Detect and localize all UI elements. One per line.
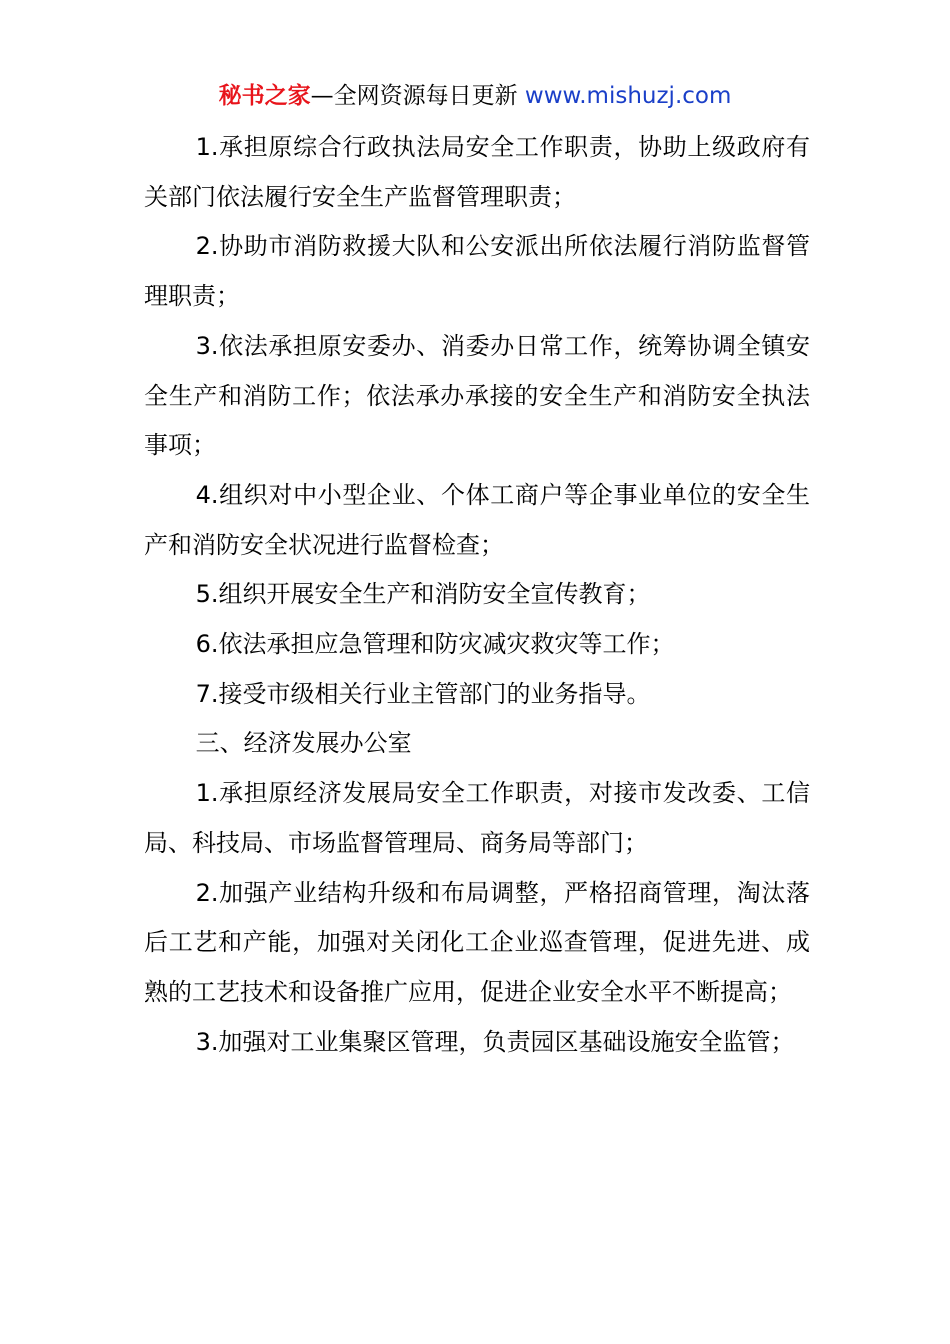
paragraph-duty-1: 1.承担原综合行政执法局安全工作职责，协助上级政府有关部门依法履行安全生产监督管理职责； [144, 133, 810, 211]
header-tagline: —全网资源每日更新 [310, 83, 518, 109]
document-body [144, 123, 810, 1067]
paragraph-economic-2: 2.加强产业结构升级和布局调整，严格招商管理，淘汰落后工艺和产能，加强对关闭化工企业巡查管理，促进先进、成熟的工艺技术和设备推广应用，促进企业安全水平不断提高； [144, 878, 810, 1006]
paragraph-duty-3: 3.依法承担原安委办、消委办日常工作，统筹协调全镇安全生产和消防工作；依法承办承接的安全生产和消防安全执法事项； [144, 331, 810, 460]
paragraph-economic-1: 1.承担原经济发展局安全工作职责，对接市发改委、工信局、科技局、市场监督管理局、商务局等部门； [144, 779, 810, 857]
brand-name: 秘书之家 [218, 83, 311, 109]
paragraph-duty-4: 4.组织对中小型企业、个体工商户等企事业单位的安全生产和消防安全状况进行监督检查； [144, 480, 810, 559]
paragraph-duty-6: 6.依法承担应急管理和防灾减灾救灾等工作； [195, 630, 675, 659]
paragraph-duty-2: 2.协助市消防救援大队和公安派出所依法履行消防监督管理职责； [144, 232, 810, 311]
section-heading-economic-office: 三、经济发展办公室 [195, 729, 412, 758]
site-url-link[interactable]: www.mishuzj.com [524, 83, 732, 109]
paragraph-duty-7: 7.接受市级相关行业主管部门的业务指导。 [195, 679, 651, 708]
paragraph-duty-5: 5.组织开展安全生产和消防安全宣传教育； [195, 580, 651, 609]
site-header [0, 80, 950, 112]
paragraph-economic-3: 3.加强对工业集聚区管理，负责园区基础设施安全监管； [195, 1027, 795, 1056]
